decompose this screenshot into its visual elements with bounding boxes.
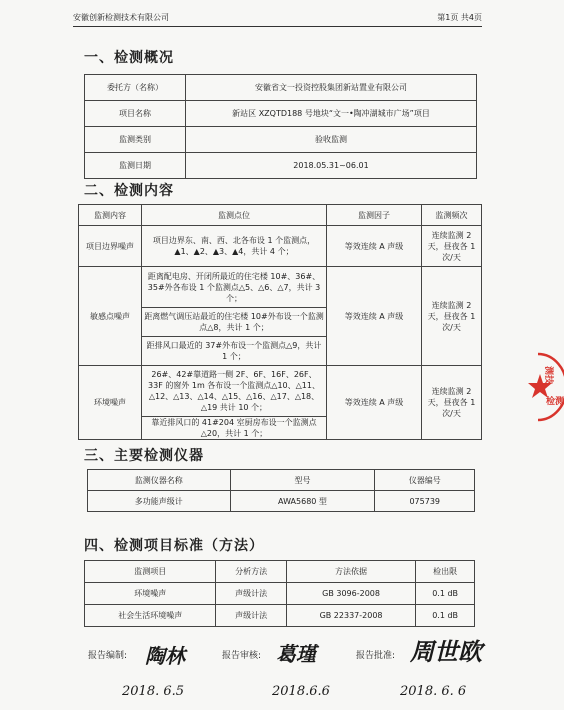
- instruments-table: [87, 469, 475, 512]
- table-row: 监测日期 2018.05.31~06.01: [85, 153, 477, 179]
- approve-signature: 周世欧: [410, 637, 482, 666]
- table-row: 靠近排风口的 41#204 室厨房布设一个监测点△20，共计 1 个；: [79, 417, 482, 440]
- table-row: 项目边界噪声 项目边界东、南、西、北各布设 1 个监测点，▲1、▲2、▲3、▲4，共计 4 个； 等效连续 A 声级 连续监测 2 天，昼夜各 1 次/天: [79, 226, 482, 267]
- stamp-text: 检测: [546, 397, 564, 407]
- page-number: 第1页 共4页: [437, 13, 482, 22]
- page-header: [73, 10, 482, 27]
- table-row: 监测类别 验收监测: [85, 127, 477, 153]
- section-title-content: 二、检测内容: [84, 183, 174, 199]
- seal-stamp: [524, 352, 564, 422]
- section-title-instruments: 三、主要检测仪器: [84, 448, 204, 464]
- table-row: 距离燃气调压站最近的住宅楼 10#外布设一个监测点△8，共计 1 个；: [79, 308, 482, 337]
- approve-label: 报告批准:: [356, 651, 396, 661]
- overview-table: [84, 74, 477, 179]
- stamp-text: 测技: [543, 366, 553, 385]
- compile-signature: 陶林: [145, 644, 185, 668]
- compile-label: 报告编制:: [88, 651, 128, 661]
- table-row: 敏感点噪声 距离配电房、开闭所最近的住宅楼 10#、36#、35#外各布设 1 个监测点△5、△6、△7，共计 3 个； 等效连续 A 声级 连续监测 2 天，昼夜各 1 次/天: [79, 267, 482, 308]
- table-header-row: 监测内容 监测点位 监测因子 监测频次: [79, 205, 482, 226]
- section-title-overview: 一、检测概况: [84, 50, 174, 66]
- table-row: 多功能声级计 AWA5680 型 075739: [88, 491, 475, 512]
- content-table: [78, 204, 482, 440]
- review-signature: 葛瑾: [276, 642, 316, 666]
- table-header-row: 监测仪器名称 型号 仪器编号: [88, 470, 475, 491]
- review-label: 报告审核:: [222, 651, 262, 661]
- company-name: 安徽创新检测技术有限公司: [73, 13, 169, 22]
- table-row: 社会生活环境噪声 声级计法 GB 22337-2008 0.1 dB: [85, 605, 475, 627]
- table-row: 项目名称 新站区 XZQTD188 号地块“文一•陶冲湖城市广场”项目: [85, 101, 477, 127]
- table-row: 环境噪声 声级计法 GB 3096-2008 0.1 dB: [85, 583, 475, 605]
- table-row: 距排风口最近的 37#外布设一个监测点△9，共计 1 个；: [79, 337, 482, 366]
- review-date: 2018.6.6: [272, 684, 330, 699]
- standards-table: [84, 560, 475, 627]
- seal-stamp-graphic: [524, 352, 564, 422]
- table-row: 委托方（名称） 安徽省文一投资控股集团新站置业有限公司: [85, 75, 477, 101]
- table-header-row: 监测项目 分析方法 方法依据 检出限: [85, 561, 475, 583]
- approve-date: 2018. 6. 6: [400, 684, 467, 699]
- section-title-standards: 四、检测项目标准（方法）: [84, 538, 264, 554]
- compile-date: 2018. 6.5: [122, 684, 185, 699]
- table-row: 环境噪声 26#、42#靠道路一侧 2F、6F、16F、26F、33F 的窗外 1m 各布设一个监测点△10、△11、△12、△13、△14、△15、△16、△17、△18、△19 共计 10 个； 等效连续 A 声级 连续监测 2 天，昼夜各 1 次/天: [79, 366, 482, 417]
